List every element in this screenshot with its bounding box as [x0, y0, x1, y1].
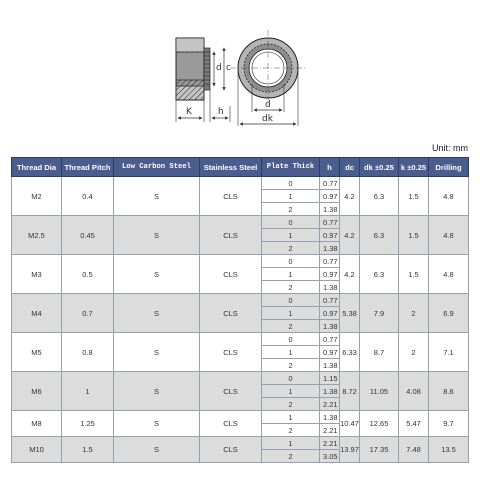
cell-thread-pitch: 1.25	[62, 411, 114, 437]
cell-h: 1.38	[320, 242, 340, 255]
side-view	[176, 38, 231, 122]
table-header-row	[12, 158, 469, 177]
cell-stainless-steel: CLS	[200, 294, 262, 333]
cell-dc: 8.72	[340, 372, 360, 411]
spec-table-body	[12, 177, 469, 463]
cell-dk: 8.7	[360, 333, 399, 372]
cell-plate-thick: 2	[262, 281, 320, 294]
cell-k: 1.5	[399, 216, 429, 255]
cell-drilling: 9.7	[429, 411, 469, 437]
cell-plate-thick: 2	[262, 424, 320, 437]
cell-k: 2	[399, 294, 429, 333]
cell-h: 0.97	[320, 307, 340, 320]
cell-plate-thick: 1	[262, 229, 320, 242]
cell-thread-dia: M6	[12, 372, 62, 411]
cell-h: 3.05	[320, 450, 340, 463]
cell-h: 0.97	[320, 346, 340, 359]
cell-dc: 13.97	[340, 437, 360, 463]
nut-technical-drawing	[0, 0, 480, 135]
table-row	[12, 411, 469, 424]
cell-plate-thick: 1	[262, 437, 320, 450]
cell-low-carbon-steel: S	[114, 177, 200, 216]
cell-drilling: 4.8	[429, 255, 469, 294]
cell-thread-dia: M3	[12, 255, 62, 294]
cell-drilling: 8.6	[429, 372, 469, 411]
cell-h: 1.38	[320, 385, 340, 398]
cell-dc: 4.2	[340, 177, 360, 216]
table-row	[12, 255, 469, 268]
cell-stainless-steel: CLS	[200, 255, 262, 294]
header-thread-pitch: Thread Pitch	[62, 158, 114, 177]
cell-plate-thick: 2	[262, 242, 320, 255]
cell-plate-thick: 1	[262, 268, 320, 281]
cell-k: 2	[399, 333, 429, 372]
front-view	[230, 30, 306, 126]
cell-thread-pitch: 0.4	[62, 177, 114, 216]
cell-thread-dia: M4	[12, 294, 62, 333]
header-plate-thick: Plate Thick	[262, 158, 320, 177]
cell-thread-pitch: 1	[62, 372, 114, 411]
cell-plate-thick: 1	[262, 411, 320, 424]
cell-h: 0.77	[320, 294, 340, 307]
cell-stainless-steel: CLS	[200, 372, 262, 411]
cell-plate-thick: 0	[262, 333, 320, 346]
cell-stainless-steel: CLS	[200, 216, 262, 255]
cell-plate-thick: 1	[262, 190, 320, 203]
cell-dk: 6.3	[360, 216, 399, 255]
cell-h: 1.38	[320, 411, 340, 424]
header-dk: dk ±0.25	[360, 158, 399, 177]
cell-thread-pitch: 0.45	[62, 216, 114, 255]
cell-thread-dia: M2.5	[12, 216, 62, 255]
header-dc: dc	[340, 158, 360, 177]
table-row	[12, 437, 469, 450]
cell-h: 0.97	[320, 268, 340, 281]
cell-h: 0.97	[320, 229, 340, 242]
dim-label-dk: dk	[262, 114, 273, 124]
cell-thread-pitch: 0.5	[62, 255, 114, 294]
cell-thread-dia: M5	[12, 333, 62, 372]
cell-thread-dia: M10	[12, 437, 62, 463]
cell-plate-thick: 2	[262, 450, 320, 463]
header-drilling: Drilling	[429, 158, 469, 177]
cell-h: 1.38	[320, 359, 340, 372]
cell-dk: 12.65	[360, 411, 399, 437]
cell-low-carbon-steel: S	[114, 437, 200, 463]
cell-h: 1.15	[320, 372, 340, 385]
cell-plate-thick: 0	[262, 255, 320, 268]
cell-h: 0.77	[320, 333, 340, 346]
cell-dk: 7.9	[360, 294, 399, 333]
cell-h: 0.77	[320, 177, 340, 190]
cell-plate-thick: 0	[262, 372, 320, 385]
cell-dk: 6.3	[360, 255, 399, 294]
cell-low-carbon-steel: S	[114, 411, 200, 437]
cell-thread-pitch: 1.5	[62, 437, 114, 463]
cell-h: 0.77	[320, 255, 340, 268]
cell-k: 7.48	[399, 437, 429, 463]
cell-stainless-steel: CLS	[200, 411, 262, 437]
cell-dk: 11.05	[360, 372, 399, 411]
unit-label: Unit: mm	[432, 143, 468, 153]
cell-plate-thick: 0	[262, 294, 320, 307]
header-low-carbon-steel: Low Carbon Steel	[114, 158, 200, 177]
cell-drilling: 13.5	[429, 437, 469, 463]
cell-stainless-steel: CLS	[200, 437, 262, 463]
cell-drilling: 4.8	[429, 216, 469, 255]
cell-dc: 5.38	[340, 294, 360, 333]
cell-h: 0.77	[320, 216, 340, 229]
cell-h: 1.38	[320, 203, 340, 216]
cell-low-carbon-steel: S	[114, 216, 200, 255]
cell-plate-thick: 0	[262, 177, 320, 190]
cell-k: 1.5	[399, 177, 429, 216]
cell-drilling: 4.8	[429, 177, 469, 216]
cell-h: 1.38	[320, 320, 340, 333]
dim-label-k: K	[186, 107, 192, 117]
cell-low-carbon-steel: S	[114, 294, 200, 333]
cell-thread-pitch: 0.8	[62, 333, 114, 372]
cell-low-carbon-steel: S	[114, 255, 200, 294]
cell-plate-thick: 2	[262, 359, 320, 372]
header-k: k ±0.25	[399, 158, 429, 177]
cell-dk: 17.35	[360, 437, 399, 463]
header-stainless-steel: Stainless Steel	[200, 158, 262, 177]
spec-table	[11, 157, 469, 463]
cell-drilling: 7.1	[429, 333, 469, 372]
cell-plate-thick: 1	[262, 385, 320, 398]
header-thread-dia: Thread Dia	[12, 158, 62, 177]
table-row	[12, 333, 469, 346]
cell-plate-thick: 2	[262, 320, 320, 333]
cell-dc: 6.33	[340, 333, 360, 372]
cell-stainless-steel: CLS	[200, 177, 262, 216]
dim-label-d: d	[216, 63, 222, 73]
cell-stainless-steel: CLS	[200, 333, 262, 372]
cell-low-carbon-steel: S	[114, 333, 200, 372]
cell-dc: 10.47	[340, 411, 360, 437]
cell-h: 0.97	[320, 190, 340, 203]
cell-h: 2.21	[320, 398, 340, 411]
cell-k: 1.5	[399, 255, 429, 294]
table-row	[12, 294, 469, 307]
cell-k: 5.47	[399, 411, 429, 437]
cell-plate-thick: 1	[262, 346, 320, 359]
cell-plate-thick: 2	[262, 398, 320, 411]
cell-h: 2.21	[320, 424, 340, 437]
header-h: h	[320, 158, 340, 177]
cell-plate-thick: 1	[262, 307, 320, 320]
cell-thread-pitch: 0.7	[62, 294, 114, 333]
cell-thread-dia: M2	[12, 177, 62, 216]
cell-thread-dia: M8	[12, 411, 62, 437]
cell-plate-thick: 2	[262, 203, 320, 216]
cell-low-carbon-steel: S	[114, 372, 200, 411]
dim-label-d-bottom: d	[265, 100, 271, 110]
dim-label-h: h	[218, 107, 224, 117]
cell-drilling: 6.9	[429, 294, 469, 333]
cell-h: 2.21	[320, 437, 340, 450]
cell-h: 1.38	[320, 281, 340, 294]
cell-dc: 4.2	[340, 255, 360, 294]
table-row	[12, 216, 469, 229]
cell-k: 4.08	[399, 372, 429, 411]
cell-plate-thick: 0	[262, 216, 320, 229]
dim-label-c: c	[226, 63, 231, 73]
table-row	[12, 177, 469, 190]
cell-dc: 4.2	[340, 216, 360, 255]
cell-dk: 6.3	[360, 177, 399, 216]
table-row	[12, 372, 469, 385]
